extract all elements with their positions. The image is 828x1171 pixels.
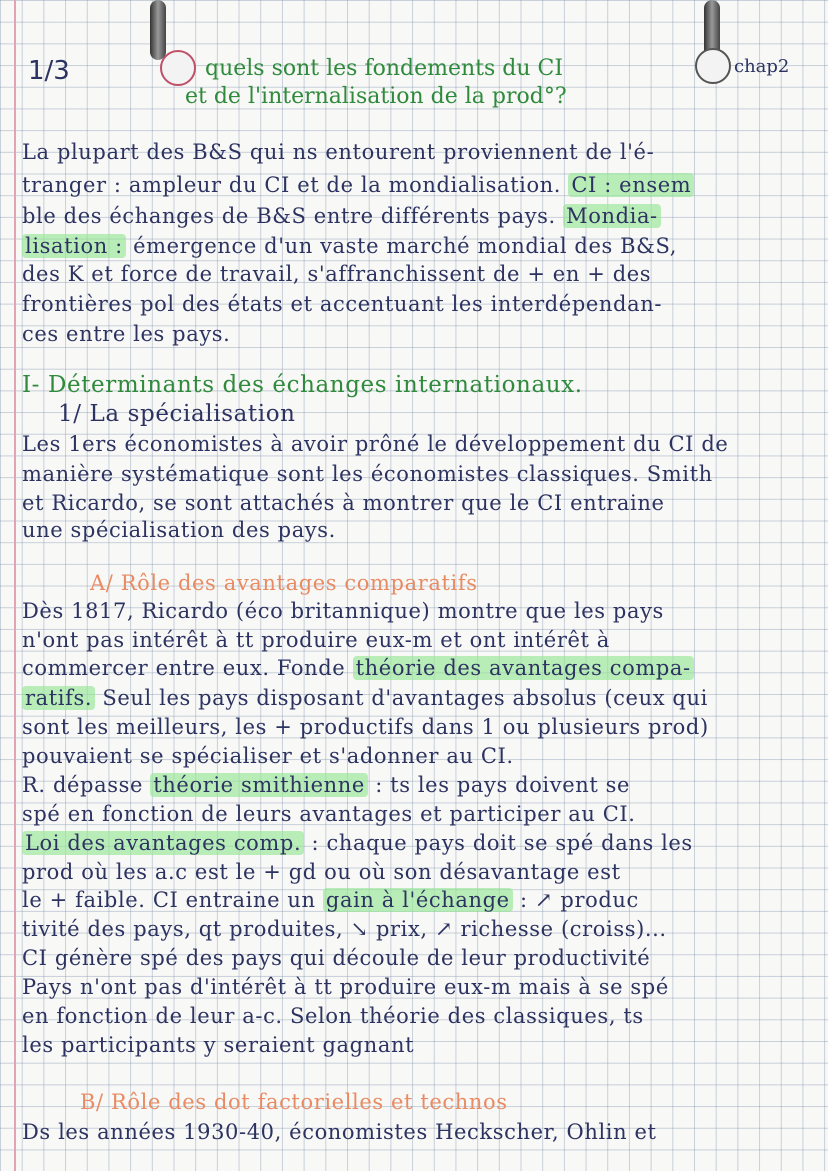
binder-ring-right — [695, 48, 731, 84]
highlight-theorie-smithienne: théorie smithienne — [150, 773, 368, 797]
intro-line: ble des échanges de B&S entre différents pays. Mondia- — [22, 204, 818, 228]
subsection-heading: 1/ La spécialisation — [58, 401, 296, 427]
paragraph-line: Les 1ers économistes à avoir prôné le développement du CI de — [22, 432, 729, 456]
paragraph-line: Loi des avantages comp. : chaque pays doit se spé dans les — [22, 831, 818, 855]
highlight-lisation: lisation : — [22, 234, 126, 258]
paragraph-line: le + faible. CI entraine un gain à l'échange : ↗ produc — [22, 888, 639, 912]
paragraph-line: une spécialisation des pays. — [22, 518, 336, 542]
paragraph-line: commercer entre eux. Fonde théorie des avantages compa- — [22, 656, 818, 680]
intro-line: des K et force de travail, s'affranchissent de + en + des — [22, 262, 652, 286]
highlight-theorie-avantages: théorie des avantages compa- — [353, 656, 694, 680]
paragraph-line: CI génère spé des pays qui découle de leur productivité — [22, 946, 651, 970]
subsection-a-heading: A/ Rôle des avantages comparatifs — [90, 571, 478, 595]
paragraph-line: n'ont pas intérêt à tt produire eux-m et ont intérêt à — [22, 628, 610, 652]
page-margin-line — [14, 0, 16, 1171]
paragraph-line: Pays n'ont pas d'intérêt à tt produire eux-m mais à se spé — [22, 975, 669, 999]
paragraph-line: Dès 1817, Ricardo (éco britannique) montre que les pays — [22, 599, 664, 623]
subsection-b-heading: B/ Rôle des dot factorielles et technos — [80, 1090, 508, 1114]
page-number: 1/3 — [28, 56, 70, 86]
paragraph-line: prod où les a.c est le + gd ou où son désavantage est — [22, 860, 621, 884]
paragraph-line: Ds les années 1930-40, économistes Heckscher, Ohlin et — [22, 1120, 657, 1144]
section-heading: I- Déterminants des échanges internationaux. — [22, 372, 583, 398]
paragraph-line: sont les meilleurs, les + productifs dans 1 ou plusieurs prod) — [22, 715, 709, 739]
paragraph-line: spé en fonction de leurs avantages et participer au CI. — [22, 802, 636, 826]
highlight-ratifs: ratifs. — [22, 686, 95, 710]
highlight-loi-avantages: Loi des avantages comp. — [22, 831, 304, 855]
paragraph-line: manière systématique sont les économistes classiques. Smith — [22, 462, 713, 486]
paragraph-line: les participants y seraient gagnant — [22, 1033, 415, 1057]
intro-line: La plupart des B&S qui ns entourent proviennent de l'é- — [22, 140, 655, 164]
page-title-line2: et de l'internalisation de la prod°? — [185, 84, 567, 109]
highlight-mondialisation: Mondia- — [563, 204, 661, 228]
paragraph-line: ratifs. Seul les pays disposant d'avantages absolus (ceux qui — [22, 686, 818, 710]
paragraph-line: pouvaient se spécialiser et s'adonner au CI. — [22, 744, 514, 768]
intro-line: tranger : ampleur du CI et de la mondialisation. CI : ensem — [22, 173, 818, 197]
paragraph-line: R. dépasse théorie smithienne : ts les pays doivent se — [22, 773, 631, 797]
binder-ring-left — [160, 50, 196, 86]
intro-line: lisation : émergence d'un vaste marché mondial des B&S, — [22, 234, 818, 258]
paragraph-line: en fonction de leur a-c. Selon théorie des classiques, ts — [22, 1004, 644, 1028]
chapter-label: chap2 — [734, 56, 790, 77]
intro-line: ces entre les pays. — [22, 322, 231, 346]
page-title-line1: quels sont les fondements du CI — [205, 56, 564, 81]
intro-line: frontières pol des états et accentuant les interdépendan- — [22, 292, 663, 316]
paragraph-line: et Ricardo, se sont attachés à montrer que le CI entraine — [22, 491, 665, 515]
paragraph-line: tivité des pays, qt produites, ↘ prix, ↗ richesse (croiss)... — [22, 917, 667, 941]
highlight-gain-echange: gain à l'échange — [323, 888, 513, 912]
binder-clip-left — [150, 0, 166, 60]
highlight-ci: CI : ensem — [568, 173, 694, 197]
